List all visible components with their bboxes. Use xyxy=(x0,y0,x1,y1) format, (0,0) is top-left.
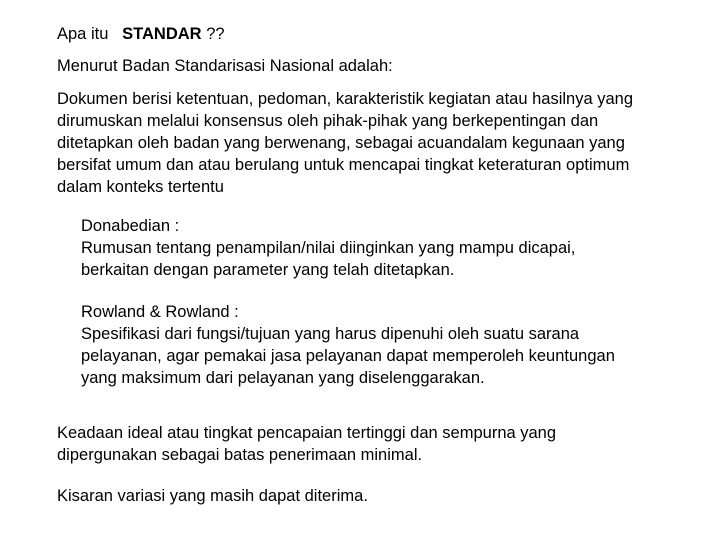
definition-line: dirumuskan melalui konsensus oleh pihak-pihak yang berkepentingan dan xyxy=(57,112,599,130)
rowland-line: Spesifikasi dari fungsi/tujuan yang harus dipenuhi oleh suatu sarana xyxy=(81,325,580,343)
definition-line: Dokumen berisi ketentuan, pedoman, karakteristik kegiatan atau hasilnya yang xyxy=(57,90,634,108)
slide-title xyxy=(57,23,225,45)
donabedian-quote xyxy=(81,215,575,281)
rowland-quote xyxy=(81,301,615,389)
ideal-line: Keadaan ideal atau tingkat pencapaian tertinggi dan sempurna yang xyxy=(57,424,557,442)
definition-line: ditetapkan oleh badan yang berwenang, sebagai acuandalam kegunaan yang xyxy=(57,134,625,152)
title-suffix: ?? xyxy=(206,25,225,43)
ideal-paragraph xyxy=(57,422,556,466)
definition-line: bersifat umum dan atau berulang untuk mencapai tingkat keteraturan optimum xyxy=(57,156,630,174)
intro-text: Menurut Badan Standarisasi Nasional adalah: xyxy=(57,57,393,75)
title-keyword: STANDAR xyxy=(122,25,202,43)
rowland-author: Rowland & Rowland : xyxy=(81,303,239,321)
rowland-line: yang maksimum dari pelayanan yang diselenggarakan. xyxy=(81,369,485,387)
donabedian-line: Rumusan tentang penampilan/nilai diinginkan yang mampu dicapai, xyxy=(81,239,576,257)
donabedian-author: Donabedian : xyxy=(81,217,180,235)
donabedian-line: berkaitan dengan parameter yang telah ditetapkan. xyxy=(81,261,455,279)
definition-paragraph xyxy=(57,88,633,198)
definition-line: dalam konteks tertentu xyxy=(57,178,224,196)
rowland-line: pelayanan, agar pemakai jasa pelayanan dapat memperoleh keuntungan xyxy=(81,347,615,365)
ideal-line: dipergunakan sebagai batas penerimaan minimal. xyxy=(57,446,423,464)
range-text: Kisaran variasi yang masih dapat diterima. xyxy=(57,487,368,505)
title-prefix: Apa itu xyxy=(57,25,109,43)
